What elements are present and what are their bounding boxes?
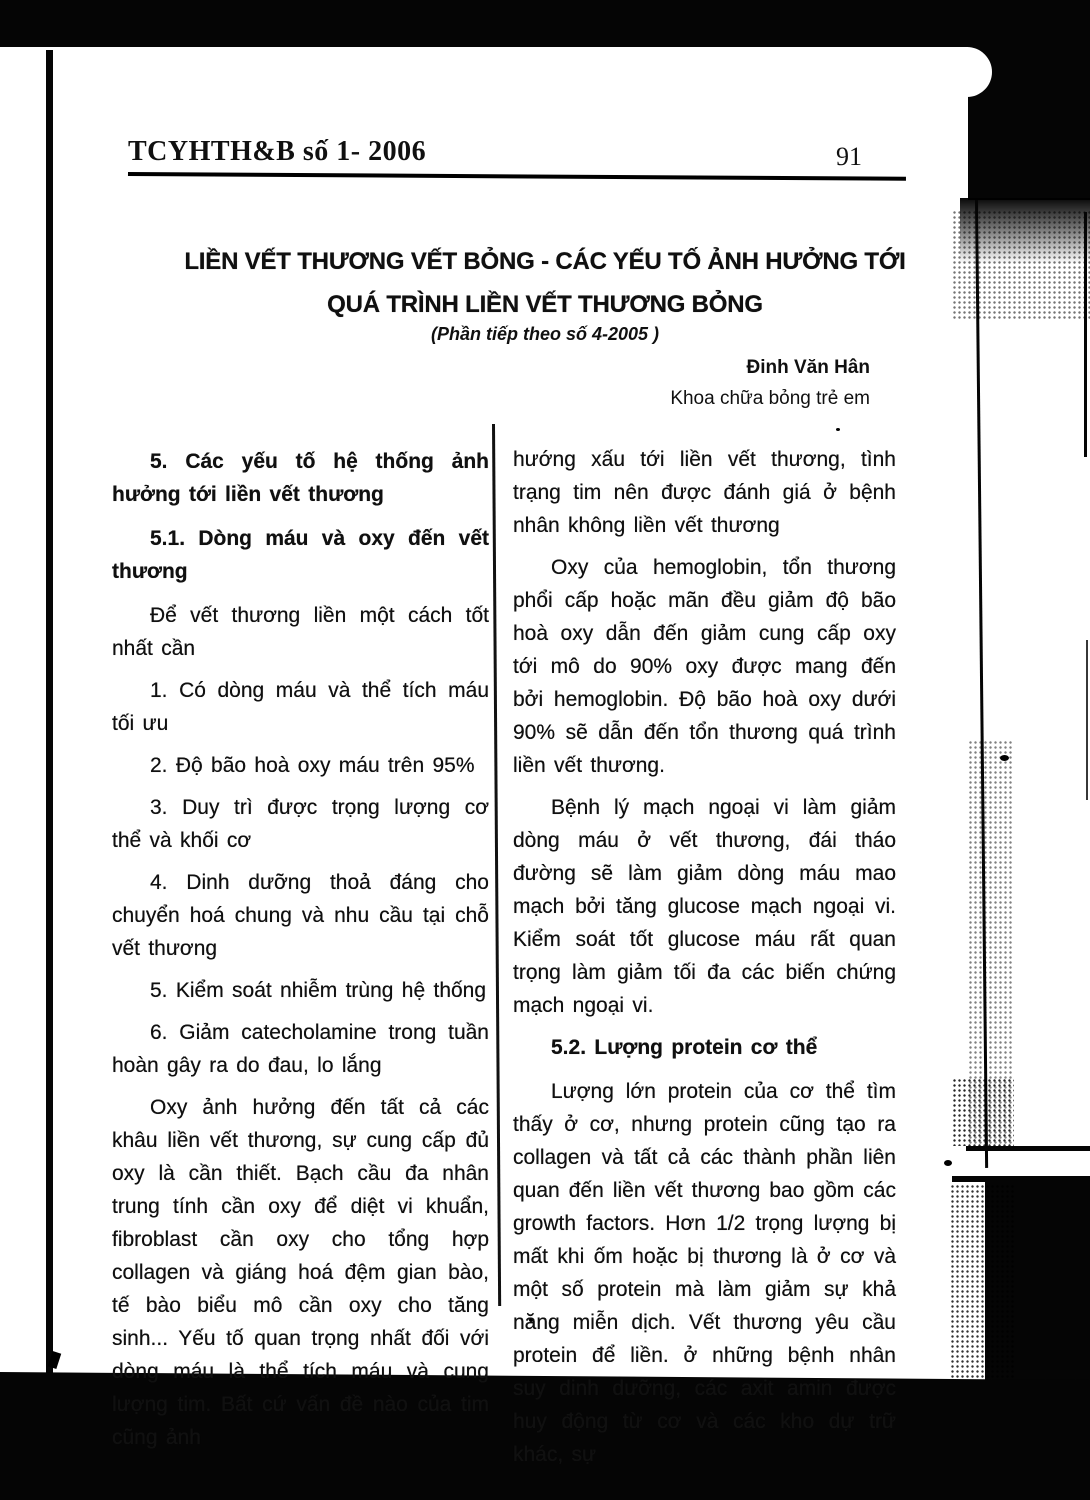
paragraph: Oxy của hemoglobin, tổn thương phổi cấp hoặc mãn đều giảm độ bão hoà oxy dẫn đến giảm cung cấp oxy tới mô do 90% oxy được mang đến bởi hemoglobin. Độ bão hoà oxy dưới 90% sẽ dẫn đến tổn thương quá trình liền vết thương. [513,556,896,777]
article-title [140,240,950,326]
section-heading: 5.1. Dòng máu và oxy đến vết thương [112,527,489,583]
paragraph: Oxy ảnh hưởng đến tất cả các khâu liền vết thương, sự cung cấp đủ oxy là cần thiết. Bạch cầu đa nhân trung tính cần oxy để diệt vi khuẩn, fibroblast cần oxy cho tổng hợp collagen và giáng hoá đệm gian bào, tế bào biểu mô cần oxy cho tăng sinh... Yếu tố quan trọng nhất đối với dòng máu là thể tích máu và cung lượng tim. Bất cứ vấn đề nào của tim cũng ảnh [112,1096,489,1449]
paragraph: Để vết thương liền một cách tốt nhất cần [112,604,489,660]
scan-artifact-right-dense-speckle [952,1078,1014,1146]
article-title-line2: QUÁ TRÌNH LIỀN VẾT THƯƠNG BỎNG [327,291,763,318]
scan-artifact-top-band [0,0,1090,47]
author-affiliation: Khoa chữa bỏng trẻ em [670,388,870,409]
scan-artifact-horizontal-bar-1 [966,1146,1090,1151]
author-name: Đinh Văn Hân [746,357,870,378]
article-subtitle: (Phần tiếp theo số 4-2005 ) [430,324,660,344]
journal-name: TCYHTH&B số 1- 2006 [128,136,427,167]
scan-artifact-far-right-line-upper [1084,212,1087,457]
paragraph: Bệnh lý mạch ngoại vi làm giảm dòng máu ở vết thương, đái tháo đường sẽ làm giảm dòng máu mao mạch bởi tăng glucose mạch ngoại vi. Kiểm soát tốt glucose máu rất quan trọng làm giảm tối đa các biến chứng mạch ngoại vi. [513,796,896,1017]
paragraph: Lượng lớn protein của cơ thể tìm thấy ở cơ, nhưng protein cũng tạo ra collagen và tất cả các thành phần liên quan đến liền vết thương bao gồm các growth factors. Hơn 1/2 trọng lượng bị mất khi ốm hoặc bị thương là ở cơ và một số protein mà làm giảm sự khả năng miễn dịch. Vết thương yêu cầu protein để liền. ở những bệnh nhân suy dinh dưỡng, các axit amin được huy động từ cơ và các kho dự trữ khác, sự [513,1080,896,1466]
paragraph: 3. Duy trì được trọng lượng cơ thể và khối cơ [112,796,489,852]
scan-artifact-bottom-right-speckle [950,1184,1014,1399]
article-title-line1: LIỀN VẾT THƯƠNG VẾT BỎNG - CÁC YẾU TỐ ẢNH HƯỞNG TỚI [184,248,906,275]
scan-artifact-right-top-speckle [952,210,1090,320]
scan-artifact-speck-4 [836,428,840,431]
scan-artifact-speck-3 [944,1160,952,1166]
author-block [420,352,870,414]
right-column [513,443,896,1480]
scan-artifact-speck-1 [1000,755,1009,761]
section-heading: 5.2. Lượng protein cơ thể [551,1036,818,1059]
header-rule [128,172,906,181]
paragraph: 2. Độ bão hoà oxy máu trên 95% [150,754,475,777]
scan-artifact-page-corner-topright [942,47,992,97]
paragraph: hướng xấu tới liền vết thương, tình trạng tim nên được đánh giá ở bệnh nhân không liền vết thương [513,448,896,537]
paragraph: 6. Giảm catecholamine trong tuần hoàn gây ra do đau, lo lắng [112,1021,489,1077]
scan-artifact-left-bar [46,50,53,1374]
section-heading: 5. Các yếu tố hệ thống ảnh hưởng tới liền vết thương [112,450,489,506]
page-number: 91 [836,142,862,171]
left-column [112,445,489,1463]
paragraph: 1. Có dòng máu và thể tích máu tối ưu [112,679,489,735]
scan-artifact-far-right-line-lower [1086,640,1088,800]
paragraph: 4. Dinh dưỡng thoả đáng cho chuyển hoá chung và nhu cầu tại chỗ vết thương [112,871,489,960]
paragraph: 5. Kiểm soát nhiễm trùng hệ thống [150,979,487,1002]
column-divider-rule [492,424,501,1306]
